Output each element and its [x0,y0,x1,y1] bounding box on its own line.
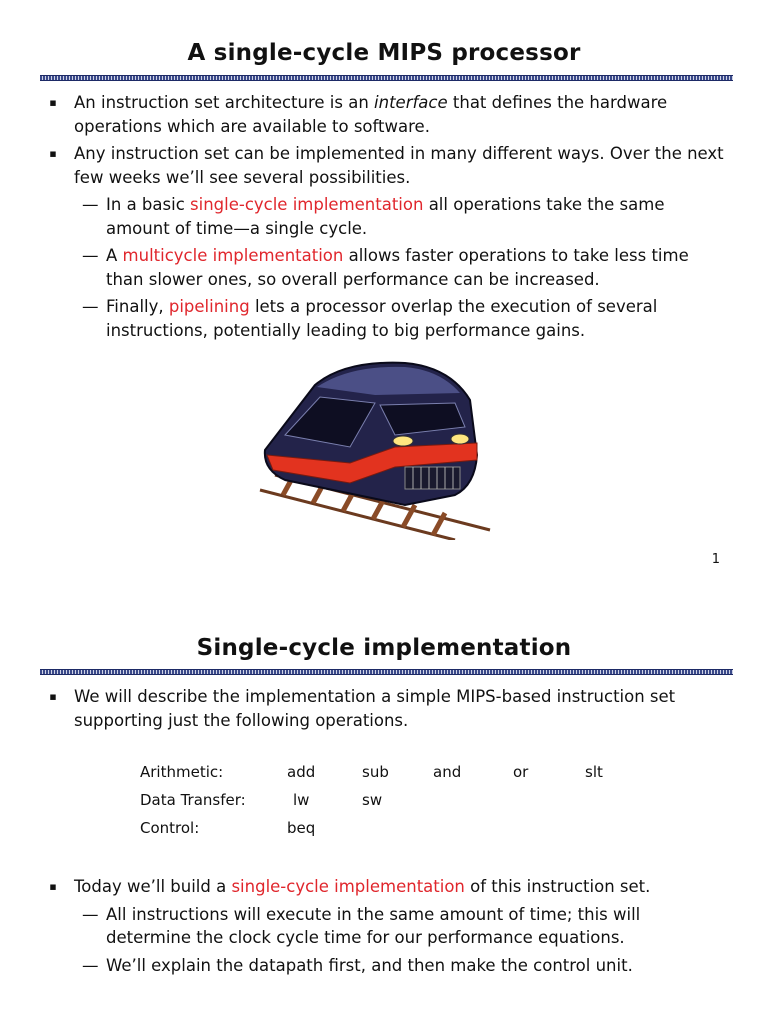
bullet-text: Any instruction set can be implemented in many different ways. Over the next few weeks we’ll see several possibilities. [74,144,724,187]
bullet-item [48,91,728,138]
sub-bullet-text: Finally, [106,297,169,316]
sub-bullet-text: All instructions will execute in the same amount of time; this will determine the clock cycle time for our performance equations. [106,904,641,947]
op-and: and [433,763,462,781]
slide-content-lower [48,875,728,981]
bullet-item [48,685,728,732]
slide-title: A single-cycle MIPS processor [187,40,581,66]
slide-2 [0,625,768,1024]
op-sub: sub [362,763,389,781]
bullet-item [48,142,728,189]
bullet-text: that defines the hardware operations which are available to software. [74,93,668,136]
sub-bullet-item [48,244,728,291]
bullet-icon: ▪ [49,880,57,893]
op-add: add [287,763,316,781]
op-or: or [513,763,529,781]
dash-icon: — [82,246,99,265]
highlight-text: multicycle implementation [122,246,344,265]
bullet-text: Today we’ll build a [74,877,232,896]
op-sw: sw [362,791,383,809]
dash-icon: — [82,195,99,214]
train-clipart [255,355,495,540]
bullet-text: of this instruction set. [464,877,651,896]
slide-content [48,685,728,736]
title-divider [40,669,733,675]
ops-label: Data Transfer: [140,791,246,809]
bullet-text: We will describe the implementation a simple MIPS-based instruction set supporting just the following operations. [74,687,676,730]
slide-title: Single-cycle implementation [196,635,572,661]
sub-bullet-text: all operations take the same amount of time—a single cycle. [106,195,665,238]
emphasis-text: interface [374,93,448,112]
sub-bullet-text: lets a processor overlap the execution of several instructions, potentially leading to big performance gains. [106,297,658,340]
highlight-text: single-cycle implementation [190,195,424,214]
bullet-text: An instruction set architecture is an [74,93,375,112]
dash-icon: — [82,955,99,975]
bullet-icon: ▪ [49,690,57,703]
sub-bullet-text: allows faster operations to take less time than slower ones, so overall performance can be increased. [106,246,689,289]
sub-bullet-item [48,193,728,240]
slide-content [48,91,728,346]
op-beq: beq [287,819,316,837]
sub-bullet-text: A [106,246,123,265]
highlight-text: pipelining [168,297,250,316]
sub-bullet-item [48,295,728,342]
op-lw: lw [293,791,310,809]
title-divider [40,75,733,81]
sub-bullet-text: In a basic [106,195,191,214]
ops-label: Control: [140,819,200,837]
dash-icon: — [82,297,99,316]
sub-bullet-text: We’ll explain the datapath first, and then make the control unit. [106,955,633,975]
sub-bullet-item [48,903,728,950]
page-number: 1 [711,552,720,567]
bullet-item [48,875,728,899]
op-slt: slt [585,763,603,781]
ops-label: Arithmetic: [140,763,224,781]
bullet-icon: ▪ [49,147,57,160]
highlight-text: single-cycle implementation [231,877,465,896]
sub-bullet-item [48,954,728,978]
bullet-icon: ▪ [49,96,57,109]
dash-icon: — [82,904,99,924]
